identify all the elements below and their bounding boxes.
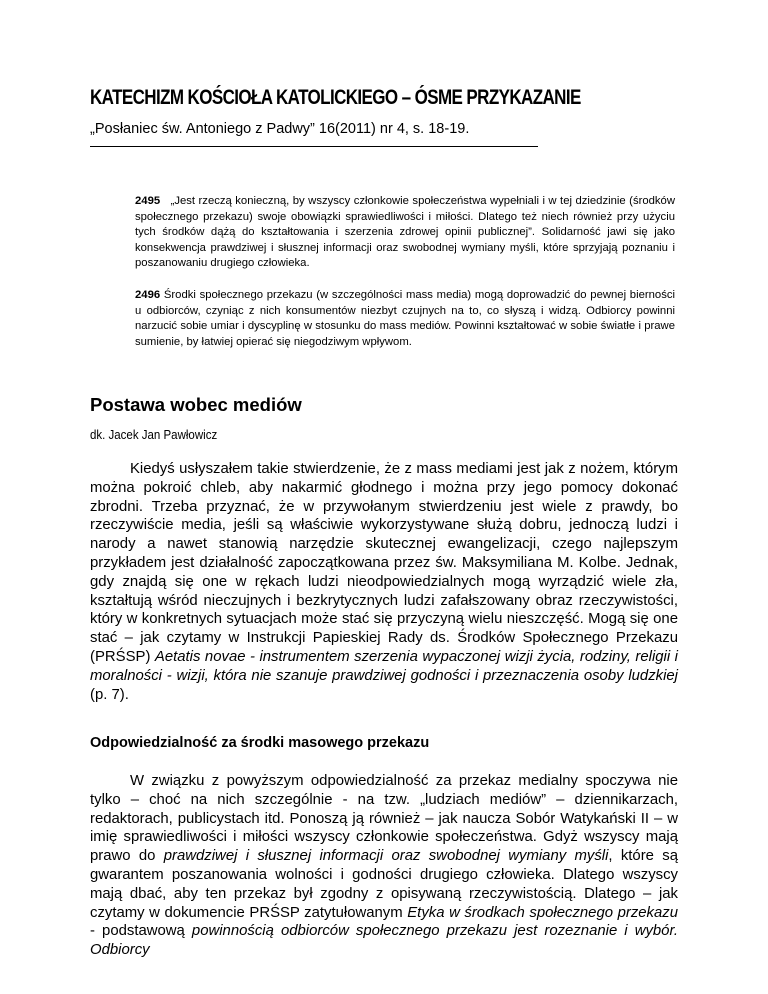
paragraph-number: 2495	[135, 195, 161, 207]
header-divider	[90, 146, 538, 147]
article-author: dk. Jacek Jan Pawłowicz	[90, 428, 218, 442]
text-run: - podstawową	[90, 923, 192, 940]
italic-quote: Aetatis novae - instrumentem szerzenia wypaczonej wizji życia, rodziny, religii i moralności - wizji, która nie szanuje prawdziwej godności i przeznaczenia osoby ludzkiej	[90, 648, 678, 684]
paragraph-text: „Jest rzeczą konieczną, by wszyscy członkowie społeczeństwa wypełniali i w tej dziedzinie (środków społecznego przekazu) swoje obowiązki sprawiedliwości i miłości. Dlatego też niech również przy użyciu tych środków dążą do kształtowania i szerzenia zdrowej opinii publicznej”. Solidarność jawi się jako konsekwencja prawdziwej i słusznej informacji oraz swobodnej wymiany myśli, które sprzyjają poznaniu i poszanowaniu drugiego człowieka.	[135, 195, 676, 270]
source-citation: „Posłaniec św. Antoniego z Padwy” 16(2011) nr 4, s. 18-19.	[90, 121, 470, 137]
italic-document-title: Etyka w środkach społecznego przekazu	[407, 904, 679, 921]
article-paragraph-1	[90, 460, 678, 704]
document-title: KATECHIZM KOŚCIOŁA KATOLICKIEGO – ÓSME PRZYKAZANIE	[90, 85, 581, 109]
catechism-paragraph-2496	[135, 288, 675, 350]
italic-quote: powinnością odbiorców społecznego przekazu jest rozeznanie i wybór. Odbiorcy	[90, 923, 679, 959]
paragraph-text: Środki społecznego przekazu (w szczególności mass media) mogą doprowadzić do pewnej bierności u odbiorców, czyniąc z nich konsumentów niezbyt czujnych na to, co słyszą i widzą. Odbiorcy powinni narzucić sobie umiar i dyscyplinę w stosunku do mass mediów. Powinni kształtować w sobie światłe i prawe sumienie, by łatwiej opierać się niegodziwym wpływom.	[135, 289, 676, 348]
text-run: (p. 7).	[90, 686, 129, 703]
article-paragraph-2	[90, 772, 678, 960]
catechism-paragraph-2495	[135, 194, 675, 272]
text-run: Kiedyś usłyszałem takie stwierdzenie, że z mass mediami jest jak z nożem, którym można pokroić chleb, aby nakarmić głodnego i można przy jego pomocy dokonać zbrodni. Trzeba przyznać, że w przywołanym stwierdzeniu jest wiele z prawdy, bo rzeczywiście media, jeśli są właściwie wykorzystywane służą dobru, jednoczą ludzi i narody a nawet stanowią narzędzie skutecznej ewangelizacji, czego najlepszym przykładem jest działalność zapoczątkowana przez św. Maksymiliana M. Kolbe. Jednak, gdy znajdą się one w rękach ludzi nieodpowiedzialnych mogą wyrządzić wiele zła, kształtują wśród nieczujnych i bezkrytycznych ludzi zafałszowany obraz rzeczywistości, który w konkretnych sytuacjach może stać się przyczyną wielu nieszczęść. Mogą się one stać – jak czytamy w Instrukcji Papieskiej Rady ds. Środków Społecznego Przekazu (PRŚSP)	[90, 461, 678, 665]
italic-quote: prawdziwej i słusznej informacji oraz swobodnej wymiany myśli	[163, 848, 609, 865]
paragraph-number: 2496	[135, 289, 161, 301]
text-run: , które są gwarantem poszanowania wolności i godności drugiego człowieka. Dlatego wszyscy mają dbać, aby ten przekaz był zgodny z opisywaną rzeczywistością. Dlatego – jak czytamy w dokumencie PRŚSP zatytułowanym	[90, 848, 678, 921]
text-run: W związku z powyższym odpowiedzialność za przekaz medialny spoczywa nie tylko – choć na nich szczególnie - na tzw. „ludziach mediów” – dziennikarzach, redaktorach, publicystach itd. Ponoszą ją również – jak naucza Sobór Watykański II – w imię sprawiedliwości i miłości wszyscy członkowie społeczeństwa. Gdyż wszyscy mają prawo do	[90, 773, 678, 865]
section-subheading: Odpowiedzialność za środki masowego przekazu	[90, 735, 430, 751]
article-heading: Postawa wobec mediów	[90, 394, 302, 415]
